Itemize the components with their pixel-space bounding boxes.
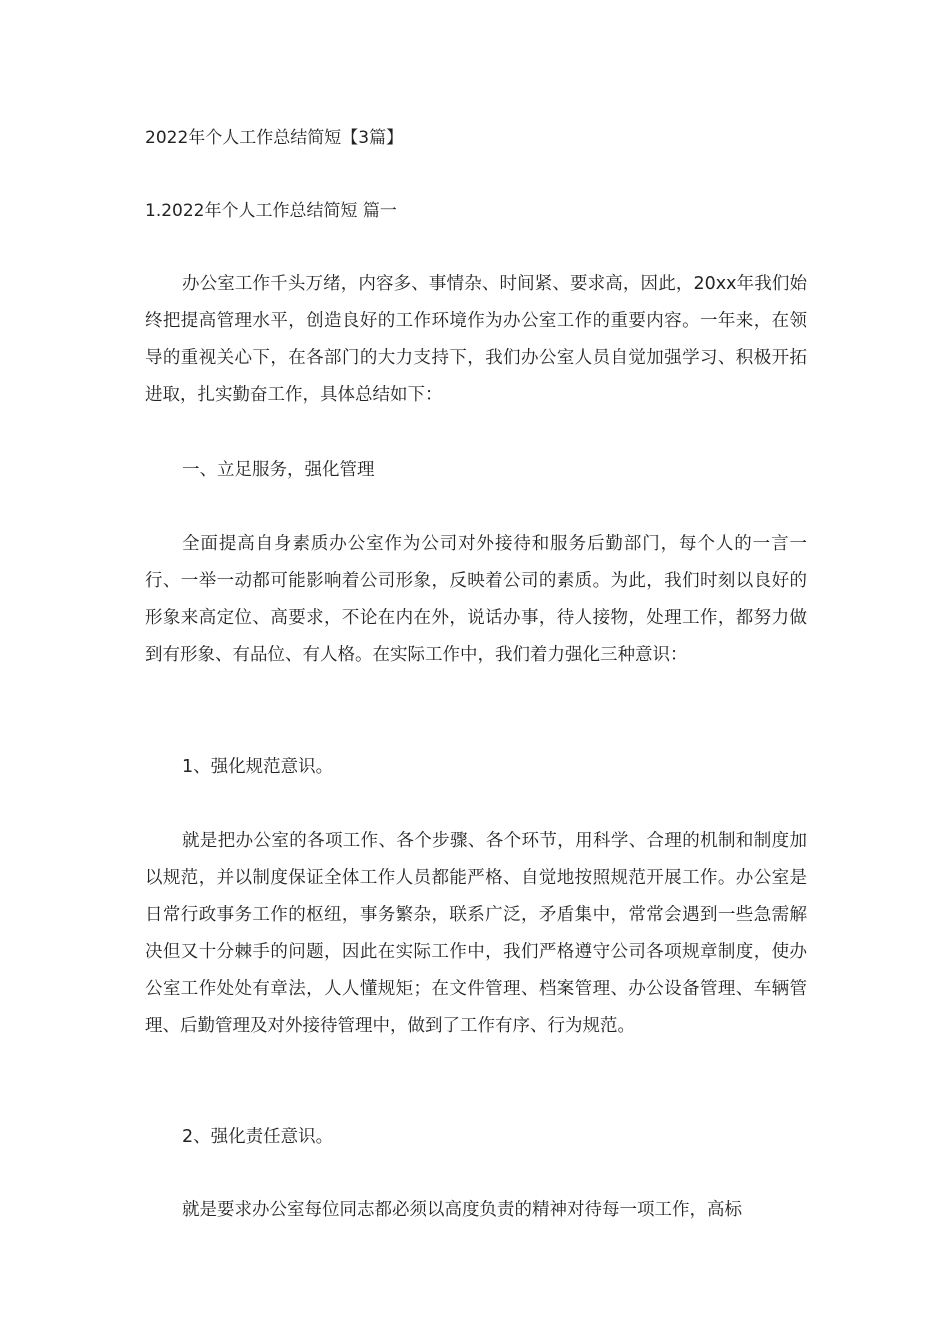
section-title: 1.2022年个人工作总结简短 篇一 bbox=[145, 201, 397, 221]
heading-service-management: 一、立足服务，强化管理 bbox=[182, 460, 375, 480]
paragraph-intro: 办公室工作千头万绪，内容多、事情杂、时间紧、要求高，因此，20xx年我们始终把提高管理水平，创造良好的工作环境作为办公室工作的重要内容。一年来，在领导的重视关心下，在各部门的大力支持下，我们办公室人员自觉加强学习、积极开拓进取，扎实勤奋工作，具体总结如下： bbox=[145, 274, 807, 405]
paragraph-self-quality: 全面提高自身素质办公室作为公司对外接待和服务后勤部门，每个人的一言一行、一举一动都可能影响着公司形象，反映着公司的素质。为此，我们时刻以良好的形象来高定位、高要求，不论在内在外，说话办事，待人接物，处理工作，都努力做到有形象、有品位、有人格。在实际工作中，我们着力强化三种意识： bbox=[145, 534, 807, 665]
paragraph-standard-awareness: 就是把办公室的各项工作、各个步骤、各个环节，用科学、合理的机制和制度加以规范，并以制度保证全体工作人员都能严格、自觉地按照规范开展工作。办公室是日常行政事务工作的枢纽，事务繁杂，联系广泛，矛盾集中，常常会遇到一些急需解决但又十分棘手的问题，因此在实际工作中，我们严格遵守公司各项规章制度，使办公室工作处处有章法，人人懂规矩；在文件管理、档案管理、办公设备管理、车辆管理、后勤管理及对外接待管理中，做到了工作有序、行为规范。 bbox=[145, 831, 807, 1036]
paragraph-responsibility-awareness: 就是要求办公室每位同志都必须以高度负责的精神对待每一项工作，高标 bbox=[182, 1200, 742, 1220]
document-title: 2022年个人工作总结简短【3篇】 bbox=[145, 128, 404, 148]
heading-standard-awareness: 1、强化规范意识。 bbox=[182, 757, 334, 777]
heading-responsibility-awareness: 2、强化责任意识。 bbox=[182, 1127, 334, 1147]
